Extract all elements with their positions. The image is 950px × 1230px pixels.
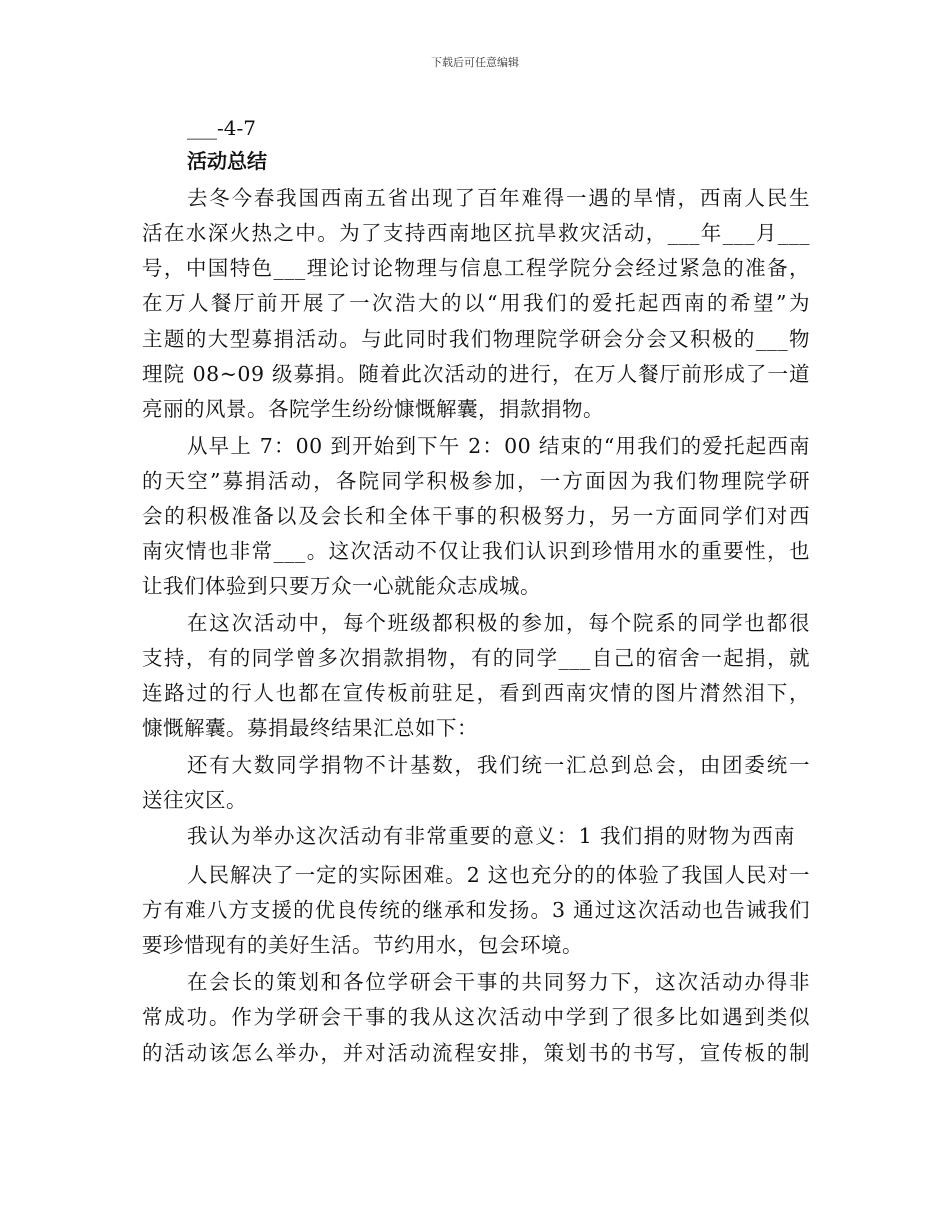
paragraph-line: 在这次活动中，每个班级都积极的参加，每个院系的同学也都很 <box>187 611 810 635</box>
paragraph-line: 让我们体验到只要万众一心就能众志成城。 <box>142 574 541 598</box>
document-title: 活动总结 <box>187 149 267 173</box>
paragraph-line: 送往灾区。 <box>142 788 247 812</box>
paragraph-line: 慷慨解囊。募捐最终结果汇总如下： <box>142 716 478 740</box>
paragraph-line: 在万人餐厅前开展了一次浩大的以“用我们的爱托起西南的希望”为 <box>142 291 810 315</box>
paragraph-line: 主题的大型募捐活动。与此同时我们物理院学研会分会又积极的___物 <box>142 327 810 351</box>
paragraph-line: 的天空”募捐活动，各院同学积极参加，一方面因为我们物理院学研 <box>142 469 810 493</box>
paragraph-line: 会的积极准备以及会长和全体干事的积极努力，另一方面同学们对西 <box>142 504 810 528</box>
paragraph-line: 理院 08~09 级募捐。随着此次活动的进行，在万人餐厅前形成了一道 <box>142 362 810 386</box>
paragraph-line: 从早上 7：00 到开始到下午 2：00 结束的“用我们的爱托起西南 <box>187 434 810 458</box>
paragraph-line: 连路过的行人也都在宣传板前驻足，看到西南灾情的图片潸然泪下， <box>142 681 810 705</box>
paragraph-line: 的活动该怎么举办，并对活动流程安排，策划书的书写，宣传板的制 <box>142 1041 810 1065</box>
paragraph-line: 支持，有的同学曾多次捐款捐物，有的同学___自己的宿舍一起捐，就 <box>142 646 810 670</box>
paragraph-line: 我认为举办这次活动有非常重要的意义：1 我们捐的财物为西南 <box>187 824 795 848</box>
paragraph-line: 人民解决了一定的实际困难。2 这也充分的的体验了我国人民对一 <box>187 863 810 887</box>
paragraph-line: 南灾情也非常___。这次活动不仅让我们认识到珍惜用水的重要性，也 <box>142 539 810 563</box>
page-header: 下载后可任意编辑 <box>431 56 519 69</box>
paragraph-line: 在会长的策划和各位学研会干事的共同努力下，这次活动办得非 <box>187 970 810 994</box>
paragraph-line: 去冬今春我国西南五省出现了百年难得一遇的旱情，西南人民生 <box>187 186 810 210</box>
paragraph-line: 活在水深火热之中。为了支持西南地区抗旱救灾活动，___年___月___ <box>142 221 810 245</box>
paragraph-line: 号，中国特色___理论讨论物理与信息工程学院分会经过紧急的准备， <box>142 256 810 280</box>
document-date: ___-4-7 <box>187 116 256 140</box>
paragraph-line: 方有难八方支援的优良传统的继承和发扬。3 通过这次活动也告诫我们 <box>142 898 810 922</box>
paragraph-line: 还有大数同学捐物不计基数，我们统一汇总到总会，由团委统一 <box>187 753 810 777</box>
paragraph-line: 亮丽的风景。各院学生纷纷慷慨解囊，捐款捐物。 <box>142 397 604 421</box>
paragraph-line: 常成功。作为学研会干事的我从这次活动中学到了很多比如遇到类似 <box>142 1005 810 1029</box>
paragraph-line: 要珍惜现有的美好生活。节约用水，包会环境。 <box>142 933 583 957</box>
